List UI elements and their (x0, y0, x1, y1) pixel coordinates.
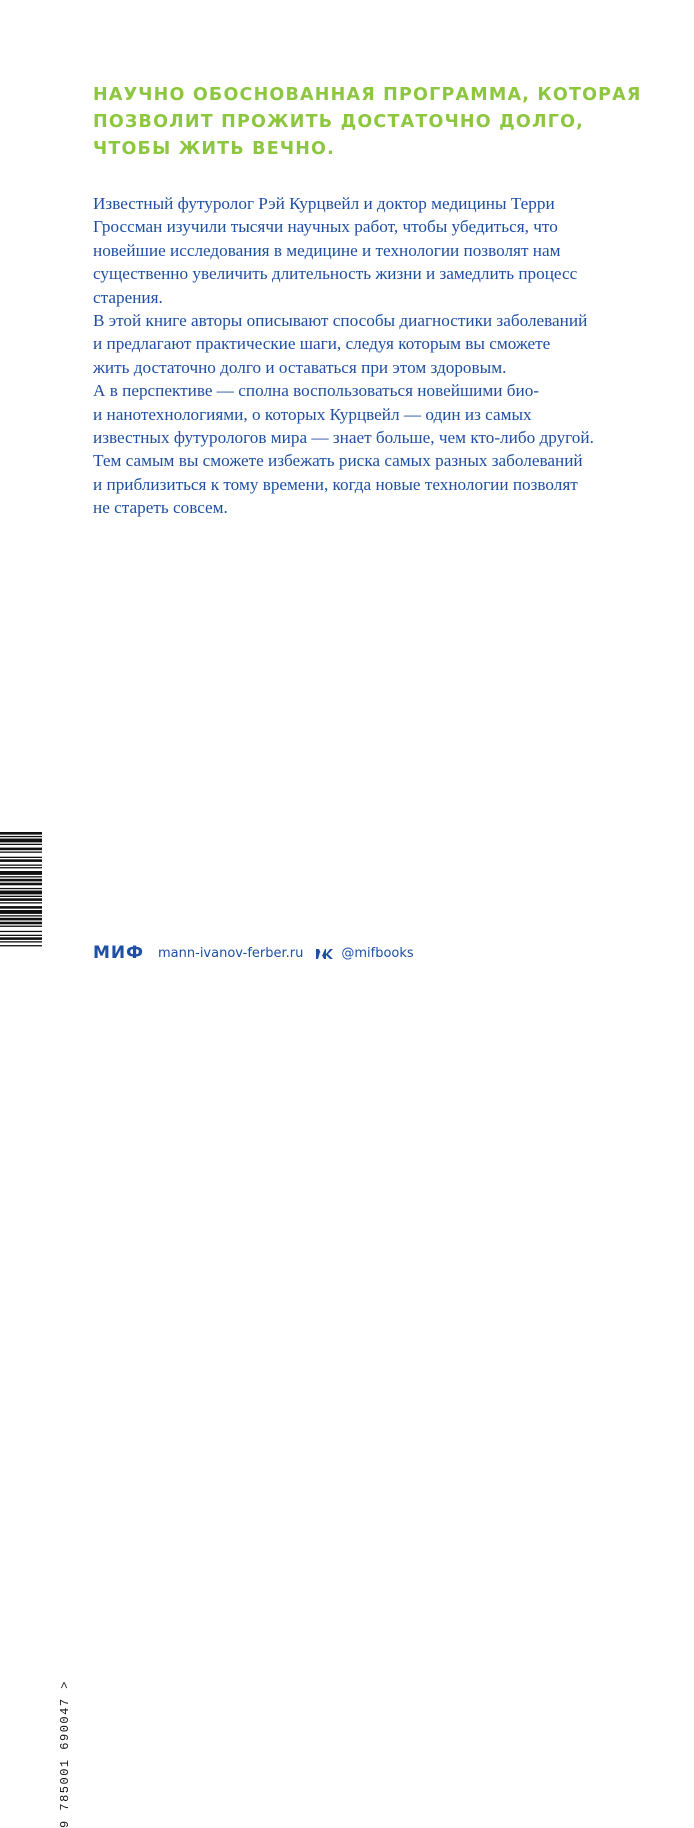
description-line: и приблизиться к тому времени, когда новые технологии позволят (93, 474, 578, 494)
description-line: Тем самым вы сможете избежать риска самых разных заболеваний (93, 451, 583, 471)
description-line: Известный футуролог Рэй Курцвейл и доктор медицины Терри (93, 194, 555, 213)
isbn-barcode (0, 828, 72, 1828)
headline-line: ПОЗВОЛИТ ПРОЖИТЬ ДОСТАТОЧНО ДОЛГО, (93, 112, 584, 132)
description-line: известных футурологов мира — знает больше, чем кто-либо другой. (93, 428, 594, 448)
barcode-bars (0, 828, 42, 1000)
description-line: В этой книге авторы описывают способы диагностики заболеваний (93, 311, 588, 331)
barcode-digits: 9 785001 690047 > (58, 1680, 72, 1828)
description-line: не стареть совсем. (93, 498, 228, 518)
description-line: старения. (93, 287, 163, 307)
vk-icon[interactable] (315, 946, 335, 960)
description (93, 192, 653, 520)
description-line: Гроссман изучили тысячи научных работ, чтобы убедиться, что (93, 217, 558, 237)
description-line: новейшие исследования в медицине и технологии позволят нам (93, 240, 561, 260)
description-line: и предлагают практические шаги, следуя которым вы сможете (93, 334, 551, 354)
publisher-logo: МИФ (93, 943, 145, 963)
headline-line: ЧТОБЫ ЖИТЬ ВЕЧНО. (93, 139, 335, 159)
publisher-footer (93, 940, 414, 966)
website-link[interactable]: mann-ivanov-ferber.ru (158, 945, 304, 961)
headline-line: НАУЧНО ОБОСНОВАННАЯ ПРОГРАММА, КОТОРАЯ (93, 85, 642, 105)
description-line: существенно увеличить длительность жизни и замедлить процесс (93, 264, 578, 284)
headline (93, 82, 653, 163)
social-handle[interactable]: @mifbooks (341, 945, 414, 961)
description-line: А в перспективе — сполна воспользоваться новейшими био- (93, 381, 540, 401)
description-line: и нанотехнологиями, о которых Курцвейл — один из самых (93, 404, 532, 424)
description-line: жить достаточно долго и оставаться при этом здоровым. (93, 357, 507, 377)
